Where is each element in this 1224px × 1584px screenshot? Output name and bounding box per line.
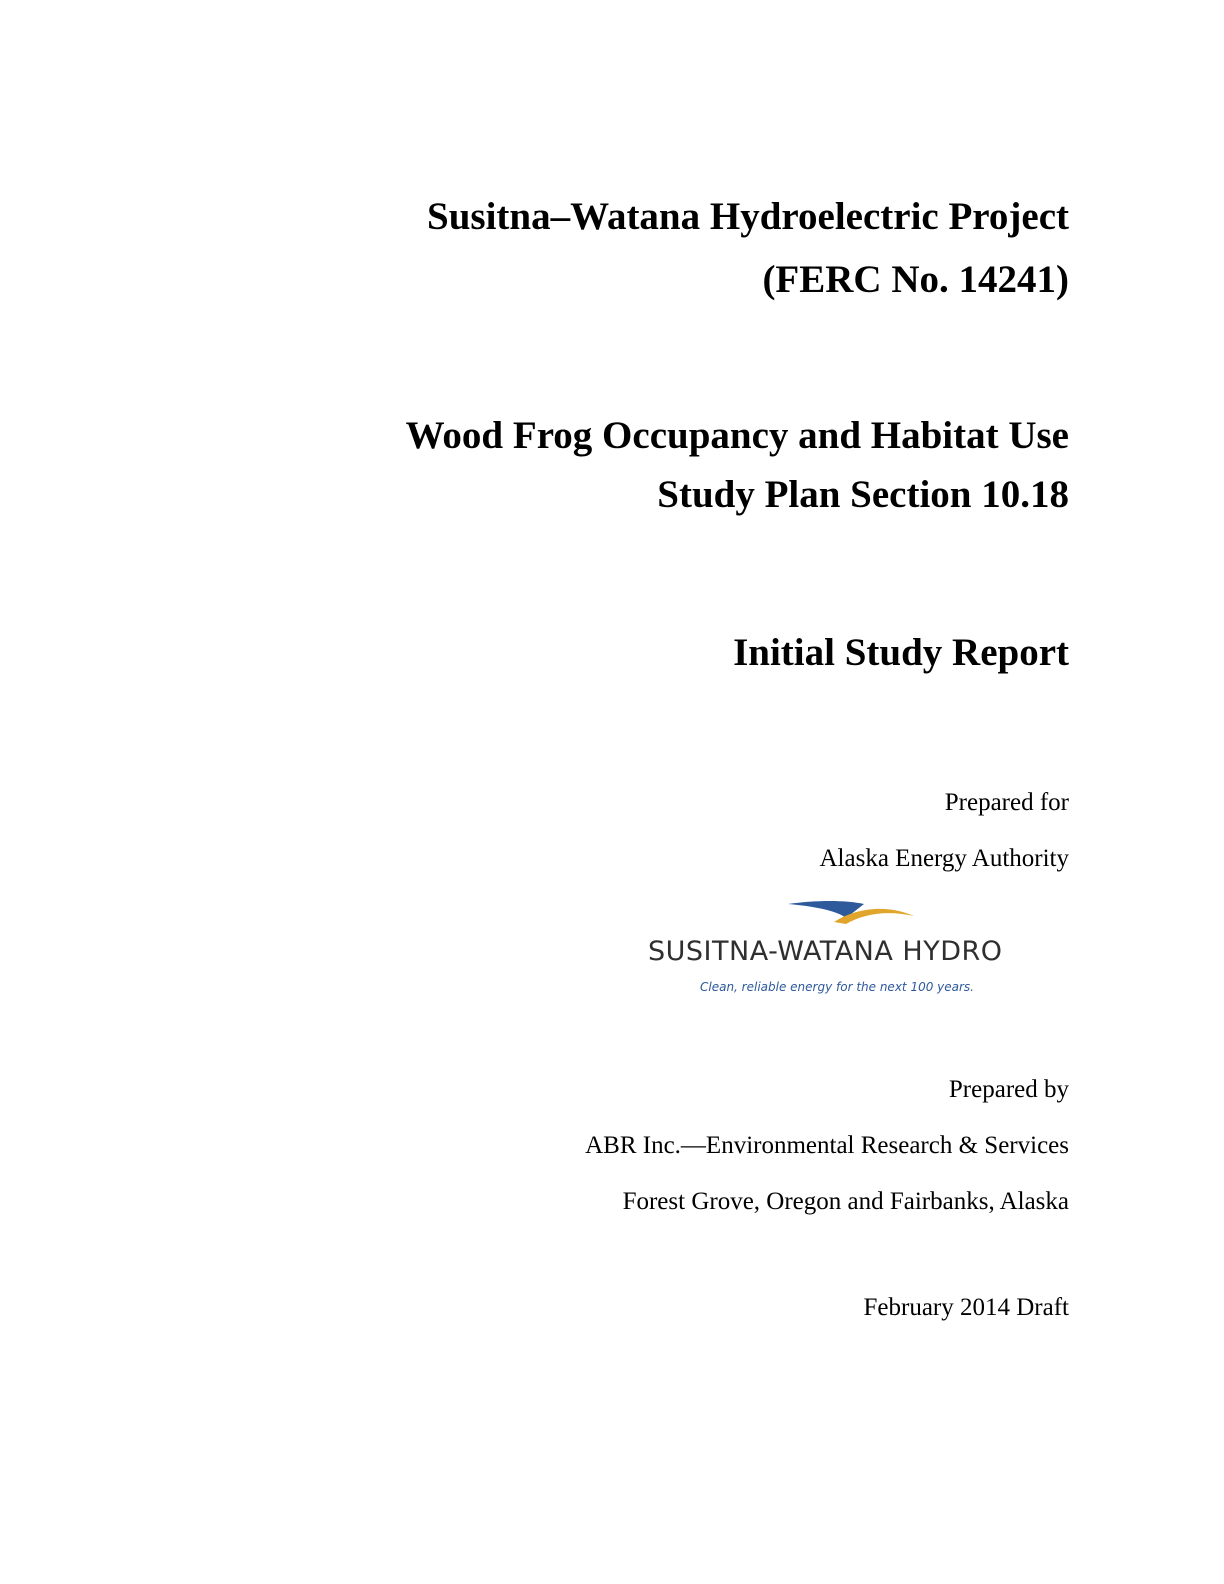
- document-date: [864, 1295, 1070, 1320]
- project-title-line-1: Susitna–Watana Hydroelectric Project: [427, 195, 1069, 238]
- prepared-by-label: [949, 1077, 1069, 1102]
- study-title: [406, 416, 1069, 514]
- logo-swoosh-icon: [786, 898, 916, 928]
- document-date-text: February 2014 Draft: [863, 1294, 1069, 1321]
- prepared-by-label-text: Prepared by: [948, 1076, 1069, 1103]
- consultant-name: [585, 1133, 1069, 1158]
- client-name: [820, 846, 1070, 871]
- report-type-text: Initial Study Report: [733, 631, 1069, 674]
- consultant-name-text: ABR Inc.—Environmental Research & Services: [585, 1132, 1069, 1159]
- prepared-for-label-text: Prepared for: [944, 789, 1069, 816]
- susitna-watana-hydro-logo: [630, 898, 1070, 998]
- study-title-line-2: Study Plan Section 10.18: [657, 473, 1069, 516]
- project-title-line-2: (FERC No. 14241): [762, 258, 1069, 301]
- logo-tagline: Clean, reliable energy for the next 100 years.: [700, 980, 974, 994]
- consultant-location: [623, 1189, 1069, 1214]
- consultant-location-text: Forest Grove, Oregon and Fairbanks, Alaska: [622, 1188, 1069, 1215]
- project-title: [427, 197, 1069, 299]
- report-type: [733, 633, 1069, 672]
- prepared-for-label: [945, 790, 1069, 815]
- logo-wordmark: SUSITNA-WATANA HYDRO: [648, 936, 1003, 967]
- study-title-line-1: Wood Frog Occupancy and Habitat Use: [405, 414, 1069, 457]
- client-name-text: Alaska Energy Authority: [819, 845, 1069, 872]
